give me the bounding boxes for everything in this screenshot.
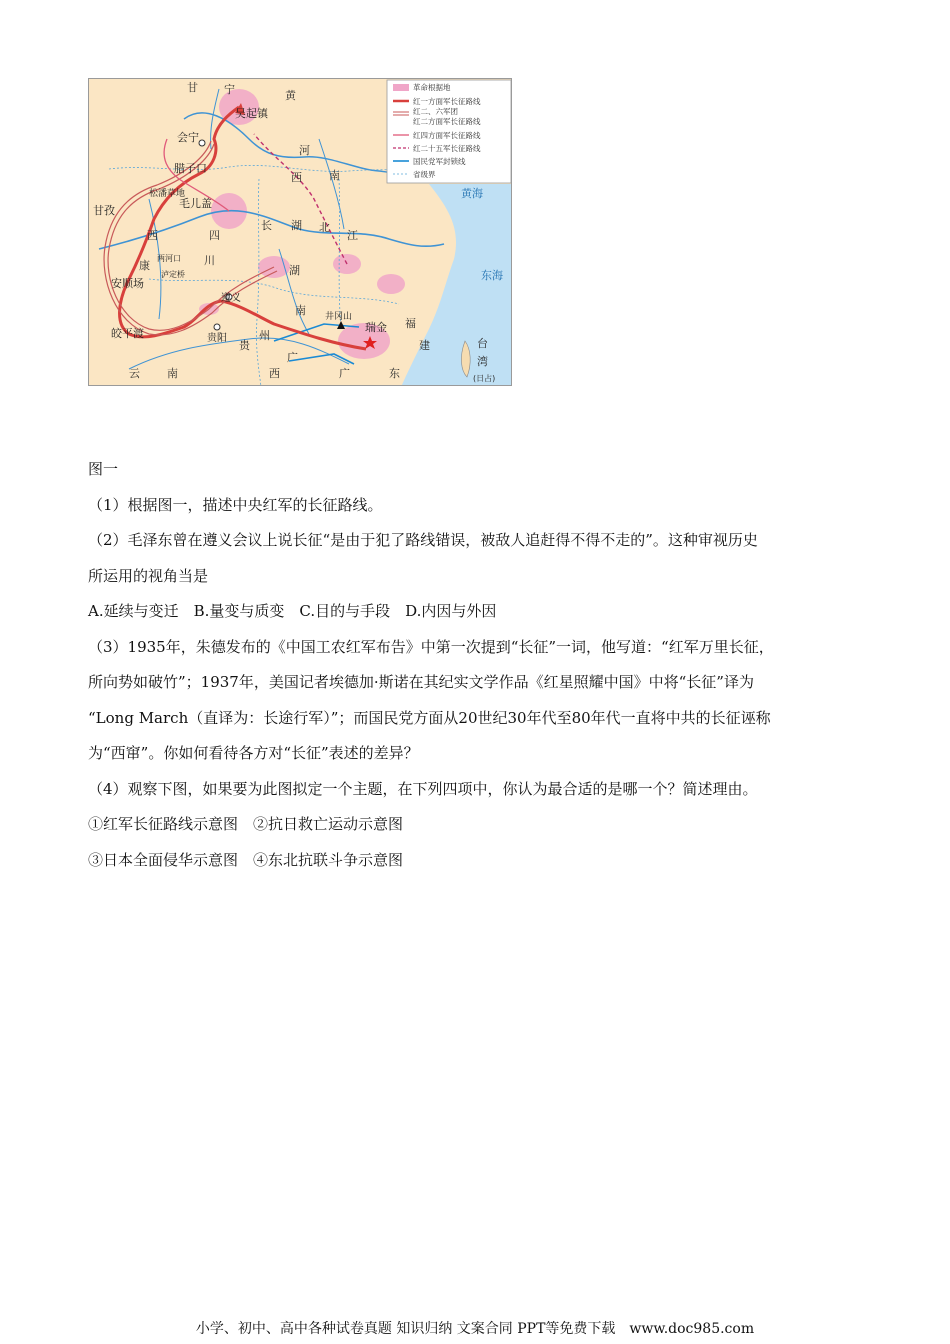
province-label: 南	[329, 169, 340, 182]
legend-swatch-base	[393, 84, 409, 91]
label-maoergai: 毛儿盖	[179, 197, 212, 210]
label-zunyi: 遵义	[221, 293, 241, 304]
legend-label: 革命根据地	[413, 83, 451, 92]
question-2-line: 所运用的视角当是	[88, 566, 209, 585]
label-east-sea: 东海	[481, 269, 503, 282]
question-3-line: 所向势如破竹”；1937年，美国记者埃德加·斯诺在其纪实文学作品《红星照耀中国》中将“长征”译为	[88, 673, 754, 691]
legend-label: 红四方面军长征路线	[413, 131, 481, 140]
province-label: 湖	[289, 264, 300, 277]
province-label: 甘	[187, 81, 198, 94]
province-label: 川	[204, 254, 215, 267]
question-3-line: “Long March（直译为：长途行军）”；而国民党方面从20世纪30年代至80年代一直将中共的长征诬称	[88, 708, 771, 727]
legend-label: 红二十五军长征路线	[413, 144, 481, 153]
province-label: 南	[295, 304, 306, 317]
province-label: 康	[139, 259, 150, 272]
province-label: 南	[167, 367, 178, 380]
province-label: 西	[291, 171, 302, 184]
huining-marker	[199, 140, 205, 146]
label-songpan: 松潘草地	[149, 189, 186, 199]
label-huining: 会宁	[177, 131, 199, 144]
question-2-line: （2）毛泽东曾在遵义会议上说长征“是由于犯了路线错误，被敌人追赶得不得不走的”。这种审视历史	[88, 531, 758, 549]
province-label: 贵	[239, 339, 250, 352]
legend-label: 红一方面军长征路线	[413, 97, 481, 106]
label-ruijin: 瑞金	[365, 321, 387, 334]
label-layikou: 腊子口	[174, 162, 207, 175]
label-guiyang: 贵阳	[207, 333, 227, 344]
province-label: 四	[209, 229, 220, 242]
province-label: 河	[299, 144, 310, 157]
guiyang-marker	[214, 324, 220, 330]
province-label: 东	[389, 367, 400, 380]
question-4-line: （4）观察下图，如果要为此图拟定一个主题，在下列四项中，你认为最合适的是哪一个？简述理由。	[88, 779, 758, 798]
base-area-minzhewan	[377, 274, 405, 294]
figure-caption: 图一	[88, 460, 119, 478]
province-label: 湾	[477, 355, 488, 368]
province-label: 台	[477, 337, 488, 350]
map-svg	[89, 79, 512, 386]
label-luding: 泸定桥	[161, 270, 185, 279]
long-march-map	[88, 78, 512, 386]
question-2-options: A.延续与变迁 B.量变与质变 C.目的与手段 D.内因与外因	[88, 602, 497, 620]
label-lianghekou: 两河口	[157, 254, 181, 263]
question-3-line: （3）1935年，朱德发布的《中国工农红军布告》中第一次提到“长征”一词，他写道：“红军万里长征，	[88, 637, 774, 656]
label-wuqizhen: 吴起镇	[235, 107, 268, 120]
province-label: (日占)	[473, 374, 496, 383]
label-jiaopingdu: 皎平渡	[111, 327, 144, 340]
map-legend	[387, 80, 511, 183]
province-label: 江	[347, 229, 358, 242]
question-1-line: （1）根据图一，描述中央红军的长征路线。	[88, 495, 383, 514]
label-jinggangshan: 井冈山	[325, 312, 353, 322]
question-3-line: 为“西窜”。你如何看待各方对“长征”表述的差异？	[88, 744, 419, 762]
question-text	[88, 452, 868, 878]
province-label: 西	[269, 367, 280, 380]
province-label: 湖	[291, 219, 302, 232]
legend-label: 国民党军封锁线	[413, 157, 466, 166]
legend-label: 省级界	[413, 170, 436, 179]
province-label: 广	[287, 351, 298, 364]
label-yellow-sea: 黄海	[461, 187, 483, 200]
province-label: 西	[147, 229, 158, 242]
legend-label: 红二方面军长征路线	[413, 117, 481, 126]
province-label: 建	[419, 339, 430, 352]
province-label: 福	[405, 317, 416, 330]
page-footer: 小学、初中、高中各种试卷真题 知识归纳 文案合同 PPT等免费下载 www.doc985.com	[195, 1321, 755, 1337]
province-label: 长	[261, 219, 272, 232]
province-label: 宁	[224, 83, 235, 96]
province-label: 广	[339, 367, 350, 380]
province-label: 北	[319, 221, 330, 234]
question-4-options: ③日本全面侵华示意图 ④东北抗联斗争示意图	[88, 850, 404, 869]
label-anshunchang: 安顺场	[111, 277, 144, 290]
province-label: 黄	[285, 89, 296, 102]
question-4-options: ①红军长征路线示意图 ②抗日救亡运动示意图	[88, 815, 404, 833]
province-label: 云	[129, 367, 140, 380]
legend-label: 红二、六军团	[413, 107, 458, 116]
province-label: 州	[259, 329, 270, 342]
label-ganzi: 甘孜	[93, 204, 115, 217]
